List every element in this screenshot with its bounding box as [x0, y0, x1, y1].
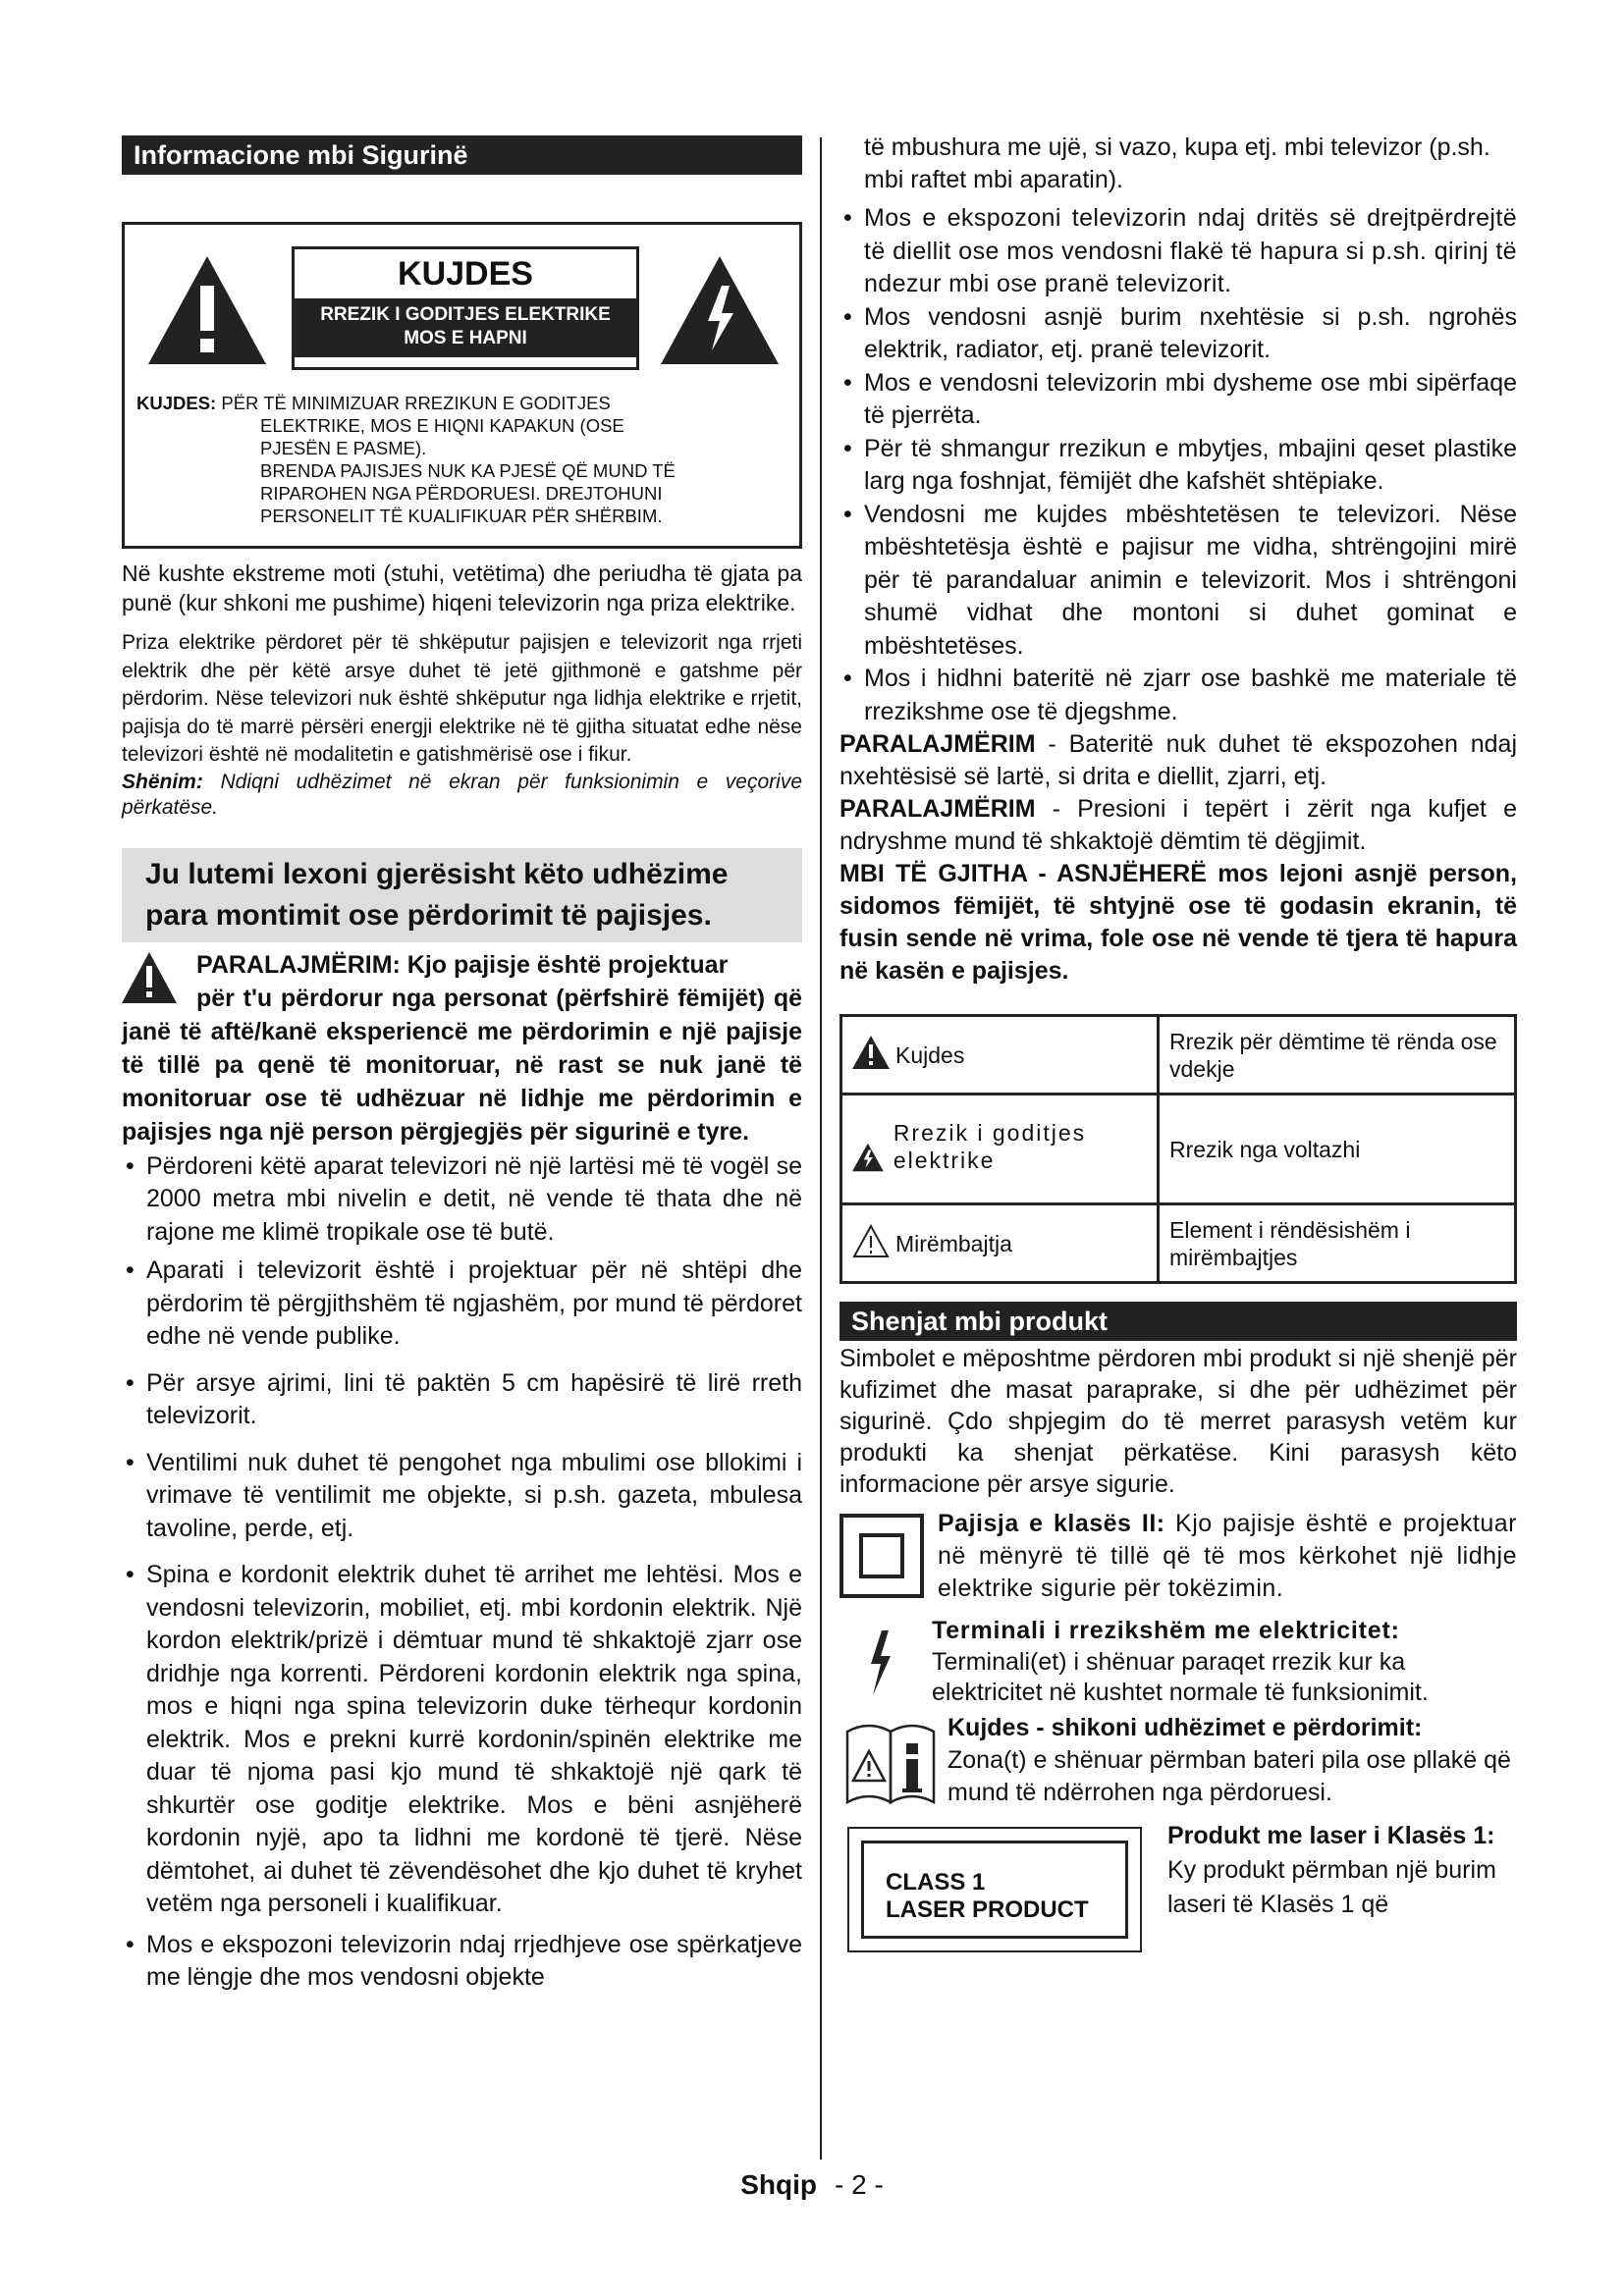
warning-rest: për t'u përdorur nga personat (përfshirë fëmijët) që janë të aftë/kanë eksperiencë me përdorimin e një pajisje të tillë pa qenë të monitoruar, në rast se nuk janë të monitoruar ose të udhëzuar në lidhje me përdorimin e pajisjes nga një person përgjegjës për sigurinë e tyre.: [122, 984, 802, 1146]
right-column: [839, 132, 1517, 1956]
caution-subtitle: [295, 298, 636, 357]
caution-line: RIPAROHEN NGA PËRDORUESI. DREJTOHUNI: [260, 483, 663, 504]
warning-text: - Presioni i tepërt i zërit nga kufjet e ndryshme mund të shkaktojë dëmtim të dëgjimit.: [839, 795, 1517, 855]
list-item: • Spina e kordonit elektrik duhet të arrihet me lehtësi. Mos e vendosni televizorin, mobiliet, etj. mbi kordonin elektrik. Një kordon elektrik/prizë i dëmtuar mund të shkaktojë zjarr ose dridhje nga korrenti. Përdoreni kordonin elektrik nga spina, mos e hiqni nga spina televizorin duke tërhequr kordonin elektrik. Mos e prekni kurrë kordonin/spinën elektrike me duar të njoma pasi kjo mund të shkaktojë një qark të shkurtër ose goditje elektrike. Mos e bëni asnjëherë kordonin nyjë, apo ta lidhni me kordonë të tjerë. Nëse dëmtohet, ai duhet të zëvendësohet dhe kjo duhet të kryhet vetëm nga personeli i kualifikuar.: [122, 1559, 802, 1921]
left-column: [122, 135, 802, 1995]
terminal-block: [839, 1615, 1517, 1708]
paragraph-weather: Në kushte ekstreme moti (stuhi, vetëtima) dhe periudha të gjata pa punë (kur shkoni me pushime) hiqeni televizorin nga priza elektrike.: [122, 561, 802, 615]
table-row: [841, 1204, 1516, 1283]
class2-double-square-icon: [839, 1514, 924, 1598]
laser-label-outer: [847, 1827, 1142, 1952]
electric-shock-icon: [661, 256, 779, 364]
caution-text-label: KUJDES:: [136, 393, 217, 413]
symbol-table: [839, 1014, 1517, 1284]
caution-subtitle-line1: RREZIK I GODITJES ELEKTRIKE: [320, 304, 611, 325]
table-cell: [841, 1016, 1159, 1095]
class2-description: Kjo pajisje është e projektuar në mënyrë të tillë që të mos kërkohet një lidhje elektrike sigurie për tokëzimin.: [938, 1510, 1517, 1602]
class2-block: [839, 1508, 1517, 1605]
caution-line: BRENDA PAJISJES NUK KA PJESË QË MUND TË: [260, 460, 676, 481]
continuation-text: të mbushura me ujë, si vazo, kupa etj. mbi televizor (p.sh. mbi raftet mbi aparatin).: [864, 133, 1490, 193]
note-text: Ndiqni udhëzimet në ekran për funksionimin e veçorive përkatëse.: [122, 770, 802, 819]
symbol-name: Rrezik i goditjes elektrike: [893, 1119, 1087, 1173]
class2-label: Pajisja e klasës II:: [938, 1510, 1165, 1537]
table-cell: [841, 1204, 1159, 1283]
caution-line: PËR TË MINIMIZUAR RREZIKUN E GODITJES: [221, 393, 611, 413]
caution-subtitle-line2: MOS E HAPNI: [404, 328, 527, 348]
list-item: • Mos e ekspozoni televizorin ndaj rrjedhjeve ose spërkatjeve me lëngje dhe mos vendosni objekte: [122, 1929, 802, 1995]
page-number: - 2 -: [834, 2169, 884, 2200]
caution-triangle-icon: [852, 1036, 890, 1069]
class2-text: [839, 1508, 1517, 1605]
symbol-description: Rrezik nga voltazhi: [1159, 1095, 1516, 1204]
caution-title: KUJDES: [398, 255, 533, 293]
warning-triangle-icon: [148, 256, 266, 364]
column-divider: [820, 137, 822, 2160]
sound-warning: [839, 793, 1517, 858]
terminal-label: Terminali i rrezikshëm me elektricitet:: [932, 1617, 1400, 1644]
table-row: [841, 1095, 1516, 1204]
footer-language: Shqip: [740, 2169, 817, 2200]
caution-label-box: [292, 246, 639, 370]
caution-line: ELEKTRIKE, MOS E HIQNI KAPAKUN (OSE: [260, 415, 624, 436]
left-bullet-list: [122, 1150, 802, 1995]
warning-block: [122, 948, 802, 1148]
list-item: • Përdoreni këtë aparat televizori në një lartësi më të vogël se 2000 metra mbi nivelin e detit, në vende të thata dhe në rajone me klimë tropikale ose të butë.: [122, 1150, 802, 1250]
table-row: [841, 1016, 1516, 1095]
note-label: Shënim:: [122, 770, 203, 793]
note: [122, 770, 802, 821]
list-item: • Ventilimi nuk duhet të pengohet nga mbulimi ose bllokimi i vrimave të ventilimit me objekte, si p.sh. gazeta, mbulesa tavoline, perde, etj.: [122, 1447, 802, 1546]
symbol-name: Mirëmbajtja: [895, 1230, 1012, 1256]
manual-caution-block: [839, 1712, 1517, 1809]
terminal-text: Terminali(et) i shënuar paraqet rrezik kur ka elektricitet në kushtet normale të funksionimit.: [932, 1648, 1429, 1706]
list-item: • Për arsye ajrimi, lini të paktën 5 cm hapësirë të lirë rreth televizorit.: [122, 1367, 802, 1433]
list-item: • Për të shmangur rrezikun e mbytjes, mbajini qeset plastike larg nga foshnjat, fëmijët dhe kafshët shtëpiake.: [839, 433, 1517, 499]
warning-label: PARALAJMËRIM: [839, 795, 1036, 823]
table-cell: [841, 1095, 1159, 1204]
list-item: • Aparati i televizorit është i projektuar për në shtëpi dhe përdorim të përgjithshëm të ngjashëm, por mund të përdoret edhe në vende publike.: [122, 1255, 802, 1354]
symbol-description: Element i rëndësishëm i mirëmbajtjes: [1159, 1204, 1516, 1283]
never-warning: MBI TË GJITHA - ASNJËHERË mos lejoni asnjë person, sidomos fëmijët, të shtyjnë ose të godasin ekranin, të fusin sende në vrima, fole ose në vende të tjera të hapura në kasën e pajisjes.: [839, 860, 1517, 985]
list-item: • Mos i hidhni bateritë në zjarr ose bashkë me materiale të rrezikshme ose të djegshme.: [839, 663, 1517, 728]
warning-label: PARALAJMËRIM: [839, 730, 1036, 758]
section-title-safety: Informacione mbi Sigurinë: [122, 135, 802, 175]
section-title-markings: Shenjat mbi produkt: [839, 1302, 1517, 1341]
battery-warning: [839, 728, 1517, 793]
laser-text: Ky produkt përmban një burim laseri të Klasës 1 që: [1167, 1856, 1496, 1918]
list-item: • Mos vendosni asnjë burim nxehtësie si p.sh. ngrohës elektrik, radiator, etj. pranë televizorit.: [839, 301, 1517, 367]
symbol-description: Rrezik për dëmtime të rënda ose vdekje: [1159, 1016, 1516, 1095]
list-item: • Vendosni me kujdes mbështetësen te televizori. Nëse mbështetësja është e pajisur me vidha, shtrëngojini mirë për të parandaluar animin e televizorit. Mos i shtrëngoni shumë vidhat dhe montoni si duhet gominat e mbështetëses.: [839, 499, 1517, 664]
list-item: • Mos e ekspozoni televizorin ndaj dritës së drejtpërdrejtë të diellit ose mos vendosni flakë të hapura si p.sh. qirinj të ndezur mbi ose pranë televizorit.: [839, 202, 1517, 301]
laser-label-line: LASER PRODUCT: [886, 1896, 1089, 1923]
laser-label: Produkt me laser i Klasës 1:: [1167, 1822, 1495, 1849]
maintenance-triangle-icon: [852, 1224, 890, 1257]
manual-caution-label: Kujdes - shikoni udhëzimet e përdorimit:: [947, 1714, 1423, 1741]
caution-box: [122, 222, 802, 549]
lightning-icon: [865, 1630, 894, 1695]
electric-hazard-icon: [852, 1141, 884, 1174]
caution-line: PERSONELIT TË KUALIFIKUAR PËR SHËRBIM.: [260, 506, 663, 526]
page-footer: [0, 2169, 1624, 2201]
paragraph-plug: Priza elektrike përdoret për të shkëputur pajisjen e televizorit nga rrjeti elektrik dhe për këtë arsye duhet të jetë gjithmonë e gatshme për përdorim. Nëse televizori nuk është shkëputur nga lidhja elektrike e rrjetit, pajisja do të marrë përsëri energji elektrike në të gjitha situatat edhe nëse televizori është në modalitetin e gatishmërisë ose i fikur.: [122, 631, 802, 766]
read-instructions-box: Ju lutemi lexoni gjerësisht këto udhëzime para montimit ose përdorimit të pajisjes.: [122, 848, 802, 942]
symbol-name: Kujdes: [895, 1041, 965, 1068]
list-item: • Mos e vendosni televizorin mbi dysheme ose mbi sipërfaqe të pjerrëta.: [839, 367, 1517, 433]
manual-caution-text: Zona(t) e shënuar përmban bateri pila ose pllakë që mund të ndërrohen nga përdoruesi.: [947, 1746, 1511, 1806]
read-manual-icon: [843, 1718, 938, 1806]
caution-text: [136, 392, 789, 527]
warning-small-icon: [122, 952, 177, 1003]
caution-line: PJESËN E PASME).: [260, 438, 427, 458]
markings-intro: Simbolet e mëposhtme përdoren mbi produkt si një shenjë për kufizimet dhe masat paraprake, si dhe për udhëzimet për sigurinë. Çdo shpjegim do të merret parasysh vetëm kur produkti ka shenjat përkatëse. Kini parasysh këto informacione për arsye sigurie.: [839, 1345, 1517, 1498]
warning-first-line: PARALAJMËRIM: Kjo pajisje është projektuar: [196, 950, 729, 979]
laser-block: [839, 1819, 1517, 1956]
right-bullet-list: [839, 202, 1517, 728]
laser-label-inner: [861, 1841, 1128, 1939]
laser-paragraph: [1167, 1819, 1517, 1922]
laser-description: [1167, 1819, 1517, 1922]
laser-label-line: CLASS 1: [886, 1869, 986, 1896]
warning-text: - Bateritë nuk duhet të ekspozohen ndaj nxehtësisë së lartë, si drita e diellit, zjarri, etj.: [839, 730, 1517, 790]
